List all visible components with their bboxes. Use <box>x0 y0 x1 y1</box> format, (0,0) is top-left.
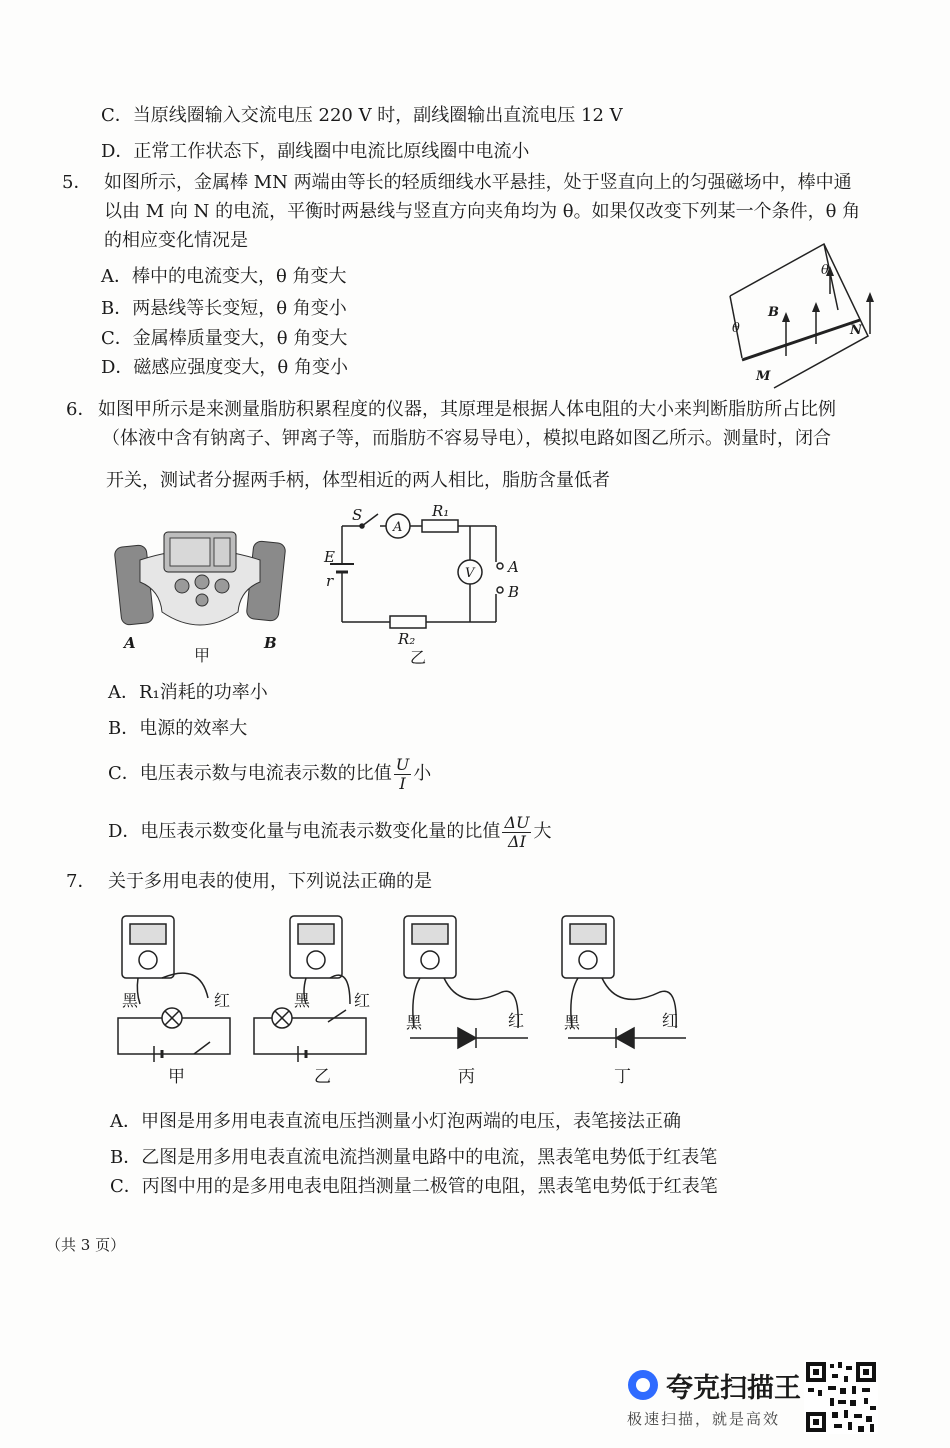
q6-option-c-suffix: 小 <box>413 763 432 784</box>
q6-fig-caption-jia: 甲 <box>194 646 211 665</box>
page-count-footer: （共 3 页） <box>46 1236 126 1254</box>
q6-fig-handle-a: A <box>124 634 136 652</box>
q6-stem-line3: 开关，测试者分握两手柄，体型相近的两人相比，脂肪含量低者 <box>106 470 610 491</box>
q5-stem-line1: 如图所示，金属棒 MN 两端由等长的轻质细线水平悬挂，处于竖直向上的匀强磁场中，棒中通 <box>104 172 852 193</box>
q7-fig3-red-label: 红 <box>508 1011 525 1030</box>
q7-caption-ding: 丁 <box>614 1067 631 1087</box>
q7-fig1-black-label: 黑 <box>122 991 139 1010</box>
q6-option-c-text: C．电压表示数与电流表示数的比值 <box>108 763 392 784</box>
q7-option-b: B．乙图是用多用电表直流电流挡测量电路中的电流，黑表笔电势低于红表笔 <box>110 1147 718 1168</box>
q4-option-d: D．正常工作状态下，副线圈中电流比原线圈中电流小 <box>101 141 530 162</box>
q5-fig-label-n: N <box>850 323 862 338</box>
q6-fig-handle-b: B <box>264 634 277 652</box>
q6-option-c-denominator: I <box>399 773 406 793</box>
q6-option-c-fraction <box>394 756 411 793</box>
q6-circuit-figure <box>318 500 538 670</box>
q5-fig-theta-right: θ <box>821 263 829 278</box>
q6-circuit-emf-e: E <box>324 548 335 566</box>
q6-circuit-r2: R₂ <box>398 630 416 648</box>
q6-option-c-numerator: U <box>395 754 410 774</box>
q7-fig1-red-label: 红 <box>214 991 231 1010</box>
q5-stem-line3: 的相应变化情况是 <box>104 230 248 251</box>
q5-fig-label-m: M <box>756 369 771 384</box>
scanner-brand-name: 夸克扫描王 <box>666 1373 801 1404</box>
q7-option-a: A．甲图是用多用电表直流电压挡测量小灯泡两端的电压，表笔接法正确 <box>110 1111 681 1132</box>
q7-fig4-black-label: 黑 <box>564 1013 581 1032</box>
q5-option-c: C．金属棒质量变大，θ 角变大 <box>101 328 348 349</box>
q7-fig2-black-label: 黑 <box>294 991 311 1010</box>
q6-stem-line1: 如图甲所示是来测量脂肪积累程度的仪器，其原理是根据人体电阻的大小来判断脂肪所占比例 <box>98 399 836 420</box>
q7-number: 7． <box>66 871 96 892</box>
q7-fig4-red-label: 红 <box>662 1011 679 1030</box>
q7-caption-yi: 乙 <box>314 1067 331 1087</box>
q6-option-d <box>108 810 551 854</box>
q7-fig2-red-label: 红 <box>354 991 371 1010</box>
q6-circuit-terminal-b: B <box>508 583 520 601</box>
q7-caption-bing: 丙 <box>458 1067 475 1087</box>
q5-number: 5． <box>62 172 92 193</box>
scanner-slogan: 极速扫描，就是高效 <box>627 1410 781 1428</box>
q5-option-b: B．两悬线等长变短，θ 角变小 <box>101 298 347 319</box>
q6-option-d-numerator: ΔU <box>504 812 530 832</box>
q6-option-c <box>108 752 431 796</box>
q5-stem-line2: 以由 M 向 N 的电流，平衡时两悬线与竖直方向夹角均为 θ。如果仅改变下列某一个条件，θ 角 <box>104 201 861 222</box>
q6-option-b: B．电源的效率大 <box>108 718 248 739</box>
q6-device-figure <box>110 520 290 670</box>
q6-number: 6． <box>66 399 96 420</box>
q7-option-c: C．丙图中用的是多用电表电阻挡测量二极管的电阻，黑表笔电势低于红表笔 <box>110 1176 718 1197</box>
q7-caption-jia: 甲 <box>168 1067 185 1087</box>
q5-option-a: A．棒中的电流变大，θ 角变大 <box>101 266 347 287</box>
scanner-logo-icon <box>628 1370 658 1400</box>
q5-option-d: D．磁感应强度变大，θ 角变小 <box>101 357 348 378</box>
q7-multimeter-figures <box>110 912 700 1092</box>
qr-code-icon <box>804 1360 878 1434</box>
q6-circuit-switch-s: S <box>352 506 363 524</box>
q6-option-d-denominator: ΔI <box>508 831 526 851</box>
q6-option-d-suffix: 大 <box>533 821 552 842</box>
q7-fig3-black-label: 黑 <box>406 1013 423 1032</box>
q7-stem: 关于多用电表的使用，下列说法正确的是 <box>108 871 432 892</box>
q6-circuit-voltmeter-v: V <box>465 566 475 581</box>
q4-option-c: C．当原线圈输入交流电压 220 V 时，副线圈输出直流电压 12 V <box>101 105 623 126</box>
q6-circuit-resistance-r: r <box>326 572 334 590</box>
q6-option-d-fraction <box>502 814 531 851</box>
q6-circuit-terminal-a: A <box>508 558 519 576</box>
q6-option-d-text: D．电压表示数变化量与电流表示数变化量的比值 <box>108 821 501 842</box>
q5-fig-theta-left: θ <box>732 321 740 336</box>
q6-circuit-caption-yi: 乙 <box>410 648 427 667</box>
q6-option-a: A．R₁消耗的功率小 <box>108 682 268 703</box>
q5-fig-label-b: B <box>768 305 779 320</box>
q6-stem-line2: （体液中含有钠离子、钾离子等，而脂肪不容易导电），模拟电路如图乙所示。测量时，闭合 <box>102 428 831 449</box>
q5-rod-diagram <box>720 236 890 386</box>
q6-circuit-r1: R₁ <box>432 502 450 520</box>
q6-circuit-ammeter-a: A <box>393 520 403 535</box>
